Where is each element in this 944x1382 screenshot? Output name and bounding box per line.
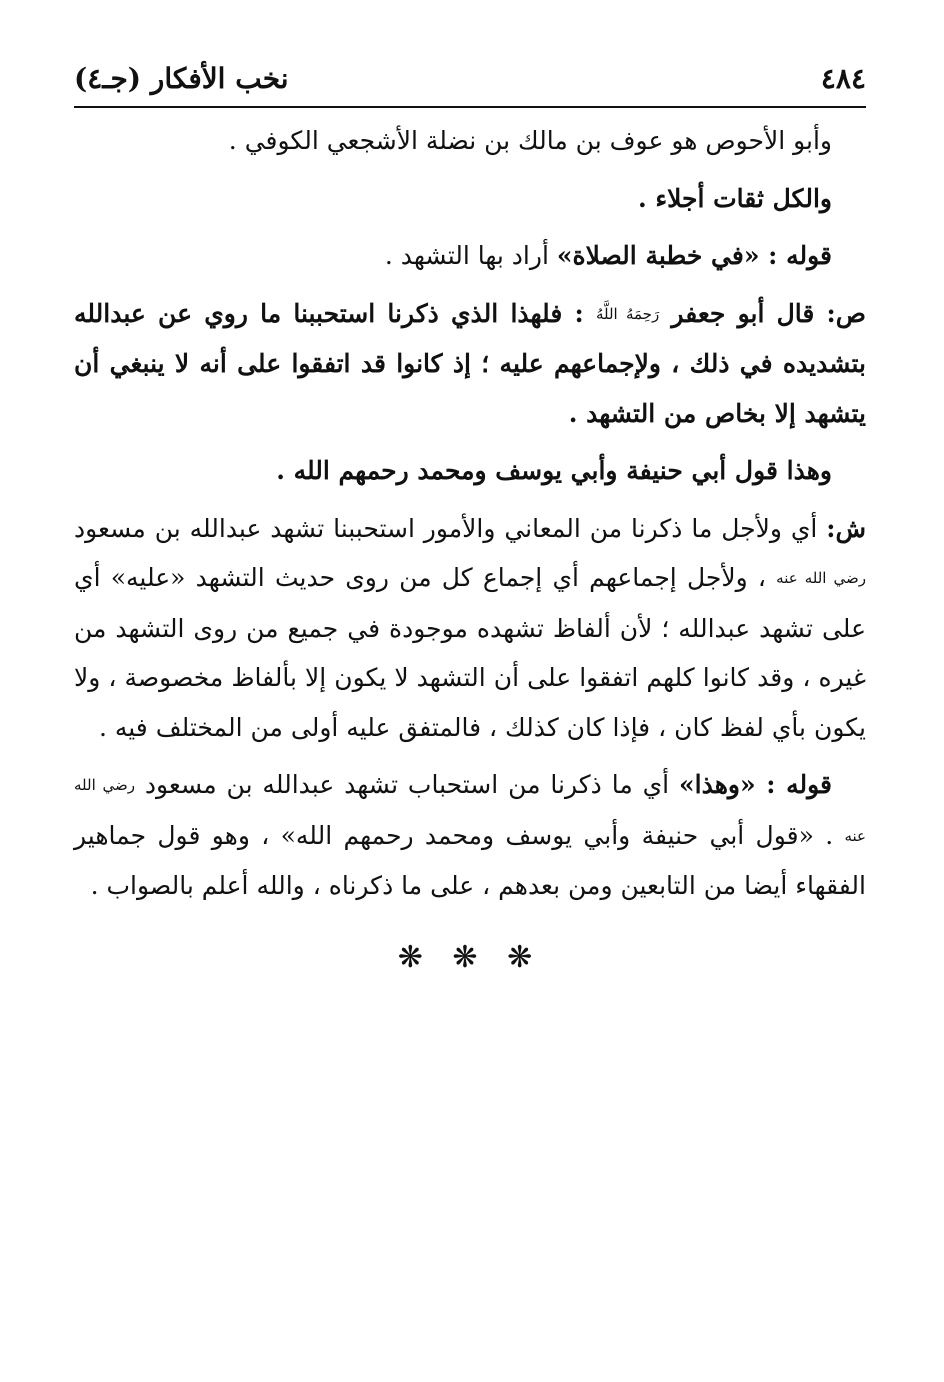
paragraph-text: أي ما ذكرنا من استحباب تشهد عبدالله بن مسعود <box>134 770 680 799</box>
quoted-lead: قوله : «في خطبة الصلاة» <box>556 241 832 270</box>
paragraph-reliability-note <box>74 174 866 224</box>
page <box>74 54 866 982</box>
honorific-mark: رَحِمَهُ اللَّهُ <box>595 304 660 323</box>
paragraph-conclusion <box>74 760 866 911</box>
sharh-lead: ش: <box>826 513 866 543</box>
running-header <box>74 54 866 104</box>
paragraph-matn <box>74 289 866 439</box>
paragraph-text: أراد بها التشهد . <box>384 241 557 270</box>
paragraph-text: وأبو الأحوص هو عوف بن مالك بن نضلة الأشجعي الكوفي . <box>228 126 832 155</box>
page-number: ٤٨٤ <box>820 62 866 95</box>
section-divider: ❋ ❋ ❋ <box>397 939 543 975</box>
paragraph-text: أي ولأجل ما ذكرنا من المعاني والأمور استحببنا تشهد عبدالله بن مسعود <box>74 513 827 543</box>
paragraph-madhhab-note <box>74 446 866 496</box>
paragraph-text: . «قول أبي حنيفة وأبي يوسف ومحمد رحمهم الله» ، وهو قول جماهير الفقهاء أيضا من التابعين ومن بعدهم ، على ما ذكرناه ، والله أعلم بالصواب . <box>74 820 866 900</box>
paragraph-narrator-note <box>74 116 866 166</box>
matn-lead: ص: قال أبو جعفر <box>659 298 867 328</box>
paragraph-text: والكل ثقات أجلاء . <box>637 183 832 213</box>
paragraph-khutbat-note <box>74 231 866 281</box>
book-title: نخب الأفكار (جـ٤) <box>74 62 289 95</box>
honorific-mark: رضي الله عنه <box>776 569 866 587</box>
header-rule <box>74 106 866 108</box>
paragraph-sharh <box>74 504 866 753</box>
quoted-lead: قوله : «وهذا» <box>679 770 833 799</box>
body-text <box>74 116 866 982</box>
honorific-mark: رضي الله عنه <box>74 776 866 845</box>
paragraph-text: وهذا قول أبي حنيفة وأبي يوسف ومحمد رحمهم الله . <box>276 456 832 485</box>
paragraph-text: ، ولأجل إجماعهم أي إجماع كل من روى حديث التشهد «عليه» أي على تشهد عبدالله ؛ لأن ألفاظ تشهده موجودة في جميع من روى التشهد من غيره ، وقد كانوا كلهم اتفقوا على أن التشهد لا يكون إلا بألفاظ مخصوصة ، ولا يكون بأي لفظ كان ، فإذا كان كذلك ، فالمتفق عليه أولى من المختلف فيه . <box>74 563 866 742</box>
paragraph-text: : فلهذا الذي ذكرنا استحببنا ما روي عن عبدالله بتشديده في ذلك ، ولإجماعهم عليه ؛ إذ كانوا قد اتفقوا على أنه لا ينبغي أن يتشهد إلا بخاص من التشهد . <box>74 298 866 428</box>
